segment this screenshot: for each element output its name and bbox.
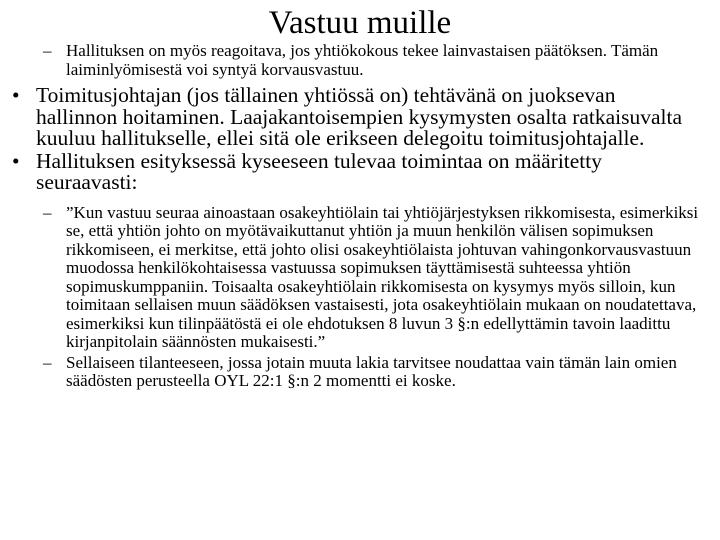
bullet-text: Hallituksen esityksessä kyseeseen tulevaa toimintaa on määritetty seuraavasti: <box>36 148 603 195</box>
bullet-item <box>0 148 720 195</box>
sub-bullet-text: Hallituksen on myös reagoitava, jos yhtiökokous tekee lainvastaisen päätöksen. Tämän laiminlyömisestä voi syntyä korvausvastuu. <box>66 41 659 79</box>
sub-bullet-item <box>0 354 720 391</box>
bullet-text: Toimitusjohtajan (jos tällainen yhtiössä on) tehtävänä on juoksevan hallinnon hoitaminen. Laajakantoisempien kysymysten osalta ratkaisuvalta kuuluu hallitukselle, ellei sitä ole erikseen delegoitu toimitusjohtajalle. <box>36 83 683 151</box>
bullet-marker: • <box>12 83 20 107</box>
dash-marker: – <box>43 41 52 60</box>
dash-marker: – <box>43 202 52 222</box>
quote-text: ”Kun vastuu seuraa ainoastaan osakeyhtiölain tai yhtiöjärjestyksen rikkomisesta, esimerkiksi se, että yhtiön johto on myötävaikuttanut yhtiön ja muun henkilön välisen sopimuksen rikkomiseen, ei merkitse, että johto olisi osakeyhtiölaista johtuvan vahingonkorvausvastuun muodossa henkilökohtaisessa vastuussa sopimuksen täyttämisestä suhteessa yhtiön sopimuskumppaniin. Toisaalta osakeyhtiölain rikkomisesta on kysymys myös silloin, kun toimitaan sellaisen muun säädöksen vastaisesti, jota osakeyhtiölain mukaan on noudatettava, esimerkiksi kun tilinpäätöstä ei ole ehdotuksen 8 luvun 3 §:n edellyttämin tavoin laadittu kirjanpitolain säännösten mukaisesti.” <box>66 202 699 352</box>
slide-content <box>0 42 720 391</box>
sub-bullet-item <box>0 204 720 352</box>
bullet-marker: • <box>12 148 20 173</box>
slide-title: Vastuu muille <box>268 5 452 41</box>
sub-bullet-text: Sellaiseen tilanteeseen, jossa jotain muuta lakia tarvitsee noudattaa vain tämän lain omien säädösten perusteella OYL 22:1 §:n 2 momentti ei koske. <box>66 352 677 391</box>
bullet-item <box>0 85 720 150</box>
sub-bullet-item <box>0 42 720 79</box>
dash-marker: – <box>43 352 52 372</box>
